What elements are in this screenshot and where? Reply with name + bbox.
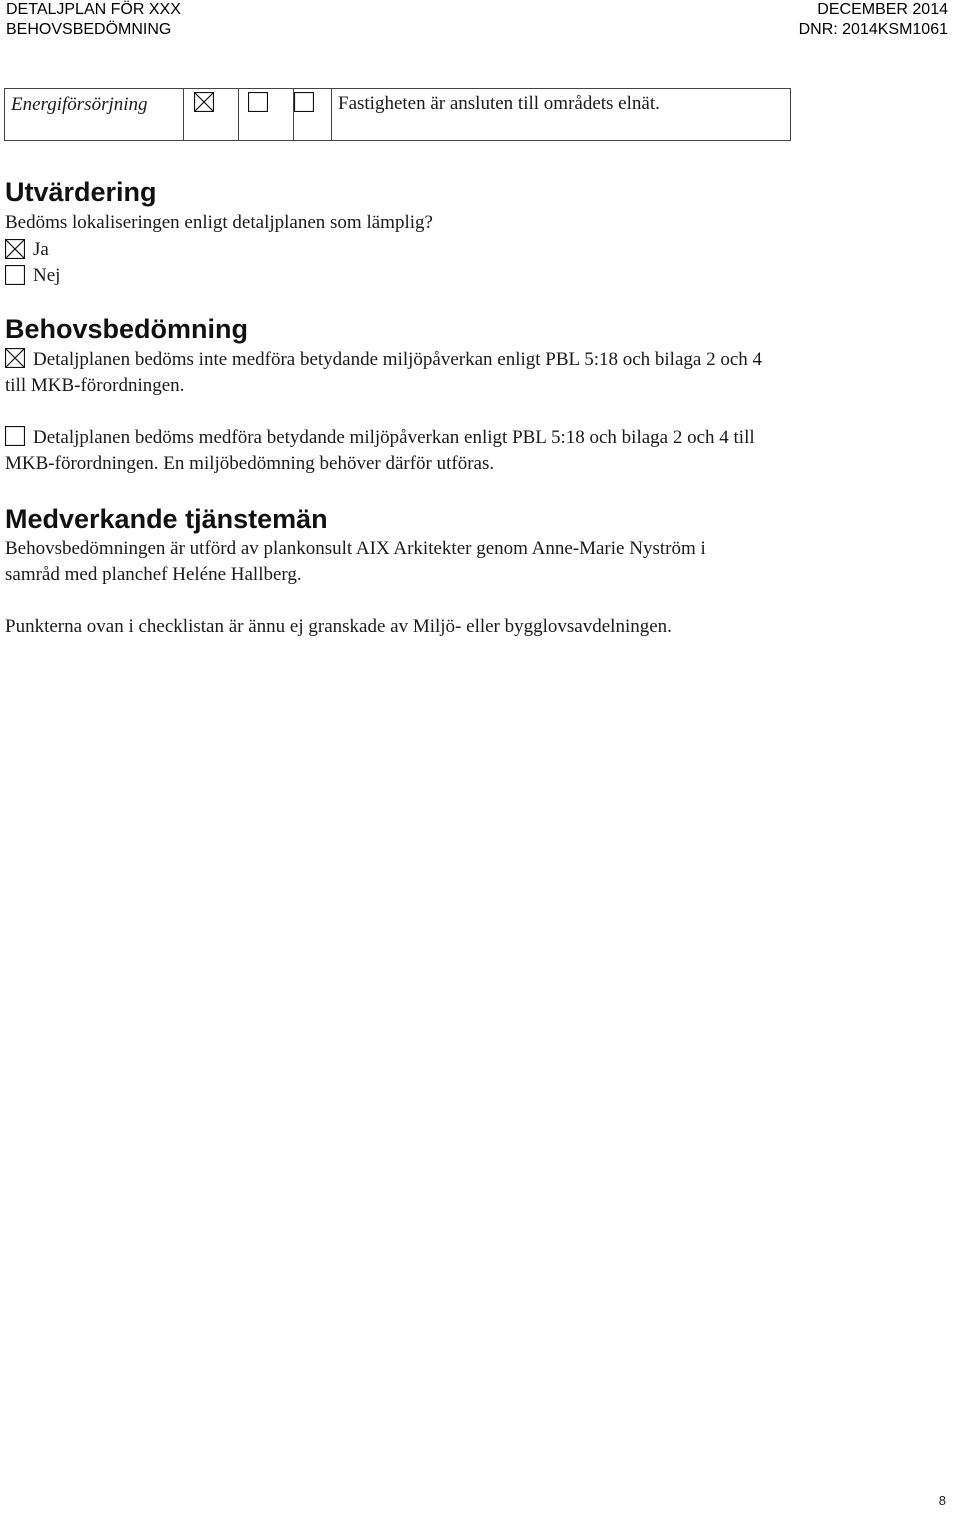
empty-checkbox-icon[interactable]: [5, 426, 25, 446]
staff-description: Behovsbedömningen är utförd av plankonsult AIX Arkitekter genom Anne-Marie Nyström i samråd med planchef Heléne Hallberg.: [5, 538, 706, 585]
review-note: Punkterna ovan i checklistan är ännu ej granskade av Miljö- eller bygglovsavdelningen.: [5, 616, 672, 637]
document-header-right: [799, 0, 948, 40]
empty-checkbox-icon[interactable]: [5, 265, 25, 285]
option-no[interactable]: [5, 264, 60, 288]
evaluation-question: Bedöms lokaliseringen enligt detaljplanen som lämplig?: [5, 212, 433, 233]
energy-supply-description: Fastigheten är ansluten till områdets elnät.: [332, 89, 791, 141]
header-date: DECEMBER 2014: [817, 1, 948, 18]
option-no-label: Nej: [33, 265, 61, 286]
assessment-option-no-impact[interactable]: [5, 347, 765, 399]
header-plan-title: DETALJPLAN FÖR XXX: [6, 1, 181, 18]
option-yes-label: Ja: [33, 239, 49, 260]
empty-checkbox-icon[interactable]: [248, 92, 268, 112]
header-reference-number: DNR: 2014KSM1061: [798, 21, 948, 38]
header-document-type: BEHOVSBEDÖMNING: [6, 21, 172, 38]
assessment-heading: Behovsbedömning: [5, 314, 249, 344]
checked-checkbox-icon[interactable]: [5, 239, 25, 259]
staff-heading: Medverkande tjänstemän: [5, 504, 328, 534]
checked-checkbox-icon[interactable]: [194, 92, 214, 112]
checked-checkbox-icon[interactable]: [5, 348, 25, 368]
assessment-option-no-impact-text: Detaljplanen bedöms inte medföra betydande miljöpåverkan enligt PBL 5:18 och bilaga 2 och 4 till MKB-förordningen.: [5, 349, 763, 396]
page-number: 8: [938, 1493, 946, 1508]
option-yes[interactable]: [5, 238, 49, 262]
document-header-left: [6, 0, 181, 40]
assessment-option-significant-impact-text: Detaljplanen bedöms medföra betydande miljöpåverkan enligt PBL 5:18 och bilaga 2 och 4 till MKB-förordningen. En miljöbedömning behöver därför utföras.: [5, 427, 755, 474]
evaluation-heading: Utvärdering: [5, 177, 157, 207]
assessment-option-significant-impact[interactable]: [5, 425, 795, 477]
energy-supply-label: Energiförsörjning: [5, 89, 184, 141]
energy-supply-row: [4, 88, 791, 141]
empty-checkbox-icon[interactable]: [294, 92, 314, 112]
